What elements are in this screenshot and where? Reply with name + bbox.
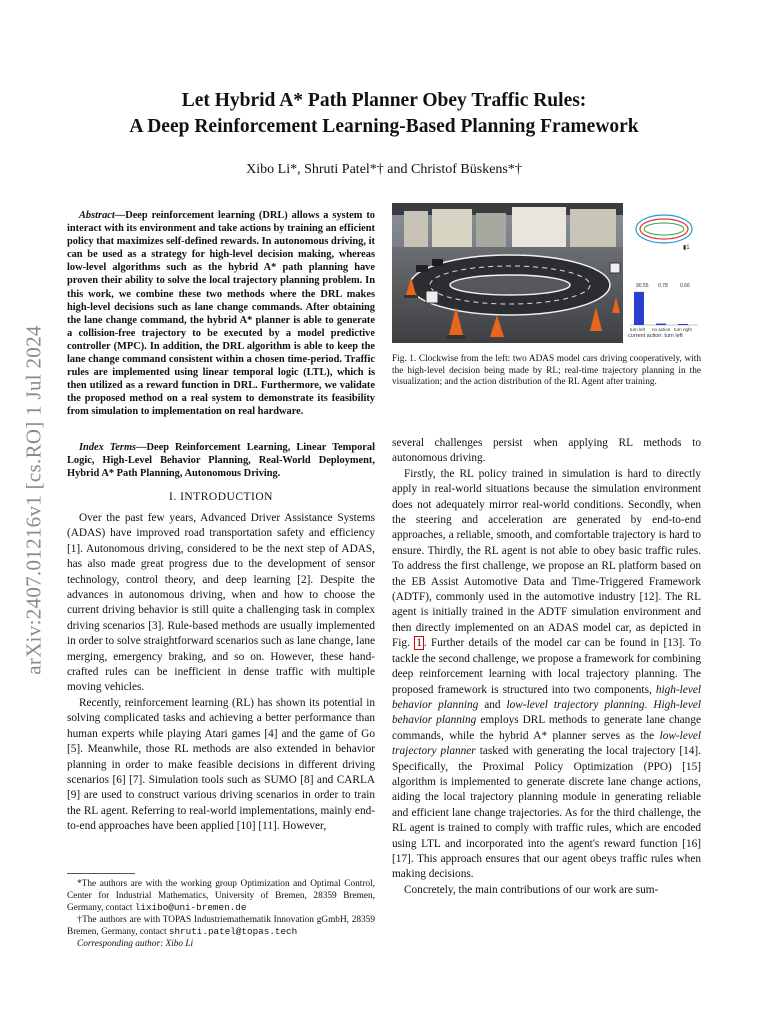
action-category-label: turn left xyxy=(630,327,646,332)
action-bar xyxy=(634,292,644,325)
right-paragraph: Firstly, the RL policy trained in simulation is hard to directly apply in real-world situations because the simulation environment does not adequately mirror real-world conditions. Secondly, when the steering and acceleration are generated by end-to-end approaches, a reliable, smooth, and comfortable trajectory is hard to ensure. Thirdly, the RL agent is not able to obey basic traffic rules. To address the first challenge, we propose an RL platform based on the EB Assist Automotive Data and Time-Triggered Framework (ADTF), commonly used in the automotive industry [12]. The RL agent is initially trained in the ADTF simulation environment and then directly implemented on an ADAS model car, as depicted in Fig. 1 . Further details of the model car can be found in [13]. To tackle the second challenge, we propose a framework for combining deep reinforcement learning with local trajectory planning. The proposed framework is structured into two components, high-level behavior planning and low-level trajectory planning. High-level behavior planning employs DRL methods to generate lane change commands, while the hybrid A* planner serves as the low-level trajectory planner tasked with generating the local trajectory [14]. Specifically, the Proximal Policy Optimization (PPO) [15] algorithm is implemented to generate discrete lane change actions, aiding the local trajectory planning module in generating reliable and efficient lane change trajectories. As for the third challenge, the RL agent is trained to comply with traffic rules, which are encoded using LTL and incorporated into the agent's reward function [16] [17]. This approach ensures that our agent obeys traffic rules when making decisions. xyxy=(392,467,702,881)
email-link-1[interactable]: lixibo@uni-bremen.de xyxy=(134,902,247,913)
footnote-2: †The authors are with TOPAS Industriemathematik Innovation gGmbH, 28359 Bremen, Germany, contact xyxy=(67,915,375,937)
action-category-label: turn right xyxy=(674,327,692,332)
action-value-label: 90.55 xyxy=(636,283,649,289)
abstract-label: Abstract xyxy=(79,210,115,221)
intro-paragraph: Over the past few years, Advanced Driver Assistance Systems (ADAS) have improved road transportation safety and efficiency [1]. Autonomous driving, considered to be the next step of ADAS, has also made great progress due to the development of sensor technology, control theory, and deep learning [2]. Despite the advances in autonomous driving, when and how to choose the current driving behavior is still quite a challenging task in complex driving scenarios [3]. Rule-based methods are usually implemented in order to solve straightforward scenarios such as lane change, lane merging, emergency braking, and so on. However, these hand-crafted rules can be inefficient in dense traffic with multiple moving vehicles. xyxy=(67,512,375,694)
index-terms-label: Index Terms xyxy=(79,442,137,453)
footnotes xyxy=(67,878,375,950)
figure-1 xyxy=(392,203,701,343)
intro-paragraph: Recently, reinforcement learning (RL) has shown its potential in solving complicated tasks and achieving a better performance than human experts while playing Atari games [4] and the game of Go [5]. Meanwhile, those RL methods are also extended in behavior planning in order to make feasible decisions in different driving scenarios [6] [7]. Simulation tools such as SUMO [8] and CARLA [9] are used to construct various driving scenarios in order to train the RL agent. Referring to real-world implementations, mainly end-to-end approaches have been applied [10] [11]. However, xyxy=(67,696,375,833)
right-paragraph: several challenges persist when applying RL methods to autonomous driving. xyxy=(392,437,701,465)
corresponding-author: Corresponding author: Xibo Li xyxy=(77,939,194,949)
intro-text xyxy=(67,511,375,835)
email-link-2[interactable]: shruti.patel@topas.tech xyxy=(168,926,298,937)
figure-caption: Fig. 1. Clockwise from the left: two ADAS model cars driving cooperatively, with the high-level decision being made by RL; real-time trajectory planning in the visualization; and the action distribution of the RL Agent after training. xyxy=(392,354,701,388)
abstract-text: —Deep reinforcement learning (DRL) allows a system to interact with its environment and take actions by training an efficient policy that maximizes self-defined rewards. In autonomous driving, it can be used as a strategy for high-level decision making, whereas low-level algorithms such as the hybrid A* path planning have proven their ability to solve the local trajectory planning problem. In this work, we combine these two methods where the DRL makes high-level decisions such as lane change commands. After obtaining the lane change command, the hybrid A* planner is able to generate a collision-free trajectory to be executed by a model predictive controller (MPC). In addition, the DRL algorithm is able to keep the lane change command consistent within a chosen time-period. Traffic rules are implemented using linear temporal logic (LTL), which is then utilized as a reward function in DRL. Furthermore, we validate the proposed method on a real system to demonstrate its feasibility from simulation to implementation on real hardware. xyxy=(67,210,375,418)
authors: Xibo Li*, Shruti Patel*† and Christof Büskens*† xyxy=(246,162,522,177)
paper-title xyxy=(0,88,768,140)
abstract xyxy=(67,209,375,419)
action-distribution-panel xyxy=(626,203,702,343)
right-paragraph: Concretely, the main contributions of our work are sum- xyxy=(404,883,659,896)
footnote-divider xyxy=(67,873,135,874)
current-action-label: current action: turn left xyxy=(628,333,683,339)
action-category-label: no action xyxy=(652,327,671,332)
action-value-label: 0.66 xyxy=(680,283,690,289)
action-value-label: 0.78 xyxy=(658,283,668,289)
title-line-1: Let Hybrid A* Path Planner Obey Traffic Rules: xyxy=(181,90,587,111)
arxiv-stamp: arXiv:2407.01216v1 [cs.RO] 1 Jul 2024 xyxy=(21,325,46,675)
svg-text:▮1: ▮1 xyxy=(683,245,690,251)
index-terms-text: —Deep Reinforcement Learning, Linear Temporal Logic, High-Level Behavior Planning, Real-World Deployment, Hybrid A* Path Planning, Autonomous Driving. xyxy=(67,442,375,480)
right-column-text xyxy=(392,436,701,898)
figure-ref-link[interactable]: 1 xyxy=(416,637,422,650)
index-terms xyxy=(67,441,375,480)
action-bar xyxy=(656,324,666,325)
section-heading: I. INTRODUCTION xyxy=(169,491,273,503)
action-bar xyxy=(678,324,688,325)
title-line-2: A Deep Reinforcement Learning-Based Planning Framework xyxy=(129,116,639,137)
lab-photo xyxy=(392,203,623,343)
footnote-1: *The authors are with the working group Optimization and Optimal Control, Center for Industrial Mathematics, University of Bremen, 28359 Bremen, Germany, contact xyxy=(67,879,375,913)
